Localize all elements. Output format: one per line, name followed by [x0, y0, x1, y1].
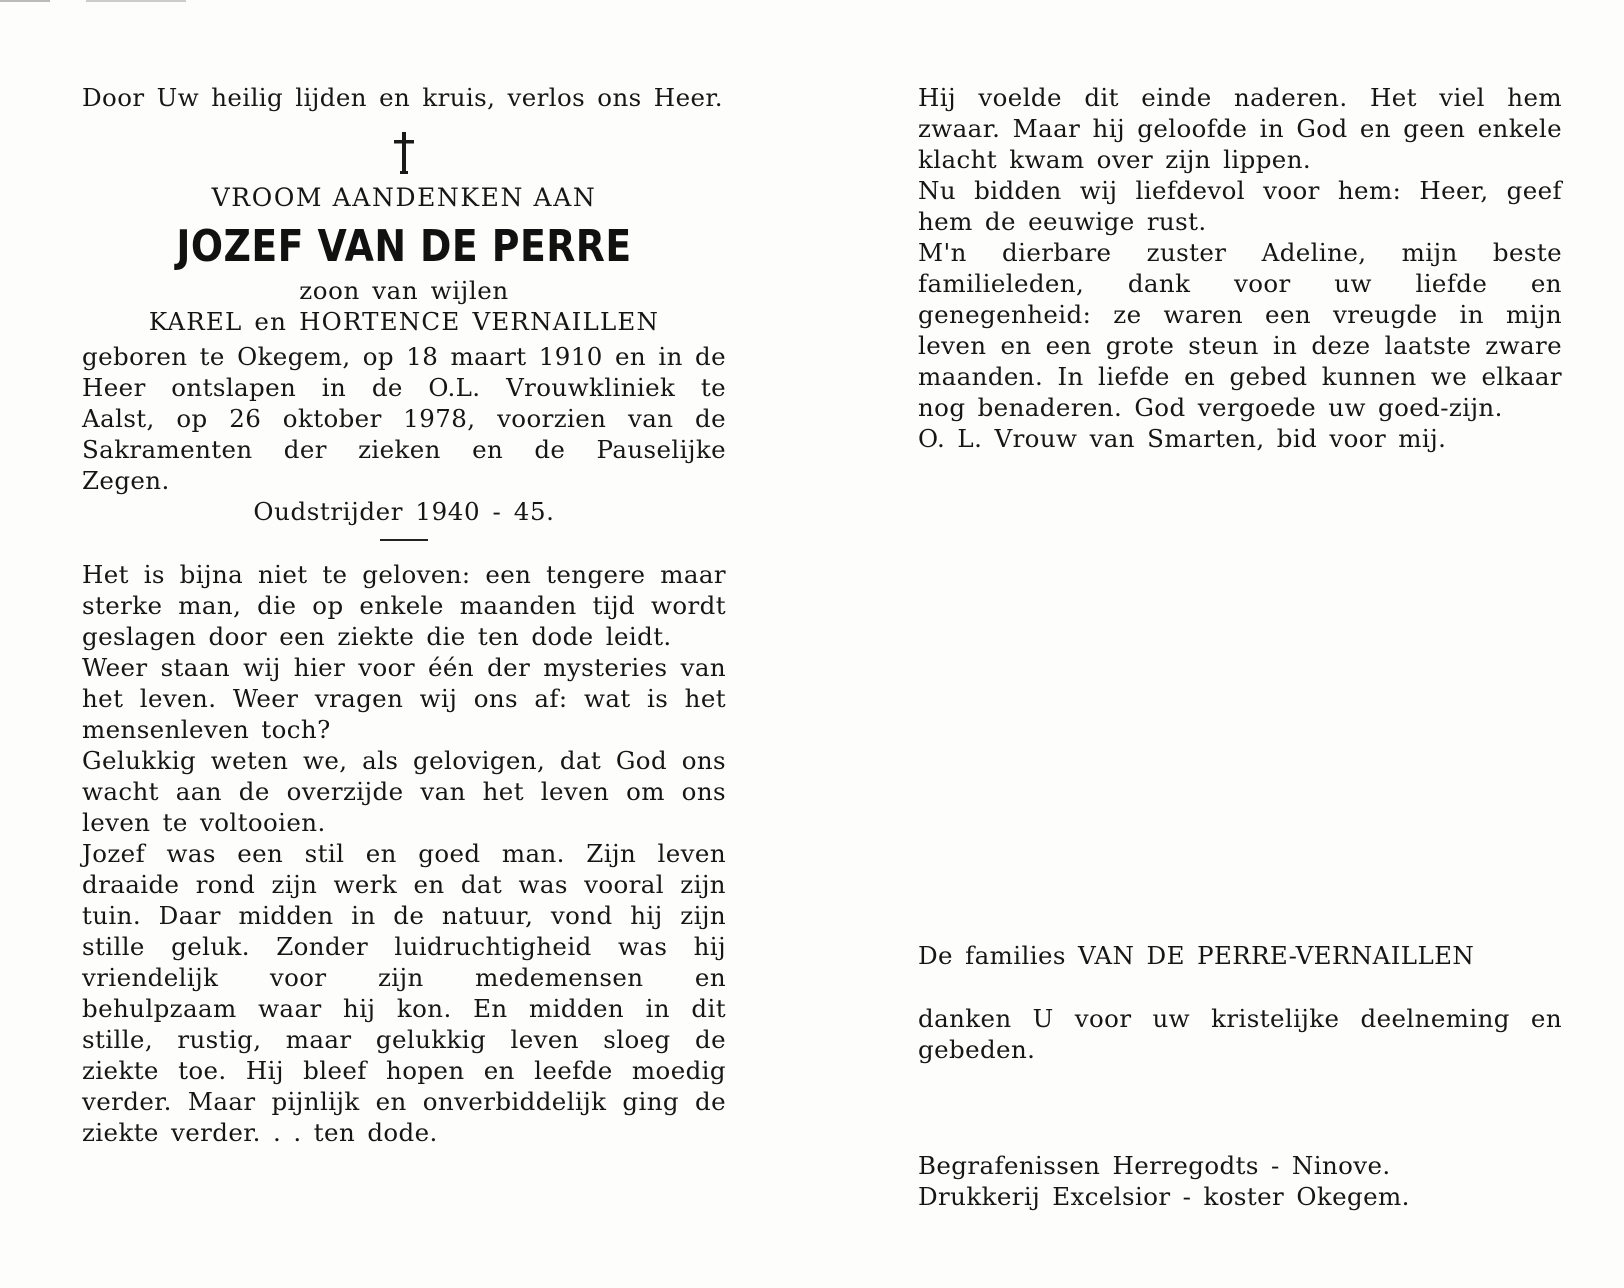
text-paragraph: M'n dierbare zuster Adeline, mijn beste familieleden, dank voor uw liefde en genegenheid: ze waren een vreugde in mijn leven en een grote steun in deze laatste zware maanden. In liefde en gebed kunnen we elkaar nog benaderen. God vergoede uw goed-zijn.: [918, 238, 1562, 422]
divider: [380, 539, 428, 541]
text-paragraph: O. L. Vrouw van Smarten, bid voor mij.: [918, 424, 1447, 453]
text-paragraph: Hij voelde dit einde naderen. Het viel hem zwaar. Maar hij geloofde in God en geen enkele klacht kwam over zijn lippen.: [918, 83, 1562, 174]
text-paragraph: Weer staan wij hier voor één der mysteries van het leven. Weer vragen wij ons af: wat is het mensenleven toch?: [82, 653, 726, 744]
latin-cross-icon: [392, 131, 416, 175]
son-of-text: zoon van wijlen: [299, 276, 509, 305]
thanks-text: danken U voor uw kristelijke deelneming en gebeden.: [918, 1004, 1562, 1064]
memorial-heading: VROOM AANDENKEN AAN: [211, 183, 597, 212]
birth-death-text: geboren te Okegem, op 18 maart 1910 en in de Heer ontslapen in de O.L. Vrouwkliniek te Aalst, op 26 oktober 1978, voorzien van de Sakramenten der zieken en de Pauselijke Zegen.: [82, 342, 726, 495]
text-paragraph: Jozef was een stil en goed man. Zijn leven draaide rond zijn werk en dat was vooral zijn tuin. Daar midden in de natuur, vond hij zijn stille geluk. Zonder luidruchtigheid was hij vriendelijk voor zijn medemensen en behulpzaam waar hij kon. En midden in dit stille, rustig, maar gelukkig leven sloeg de ziekte toe. Hij bleef hopen en leefde moedig verder. Maar pijnlijk en onverbiddelijk ging de ziekte verder. . . ten dode.: [82, 839, 726, 1147]
left-page: [82, 82, 726, 1148]
families-line: De families VAN DE PERRE-VERNAILLEN: [918, 941, 1475, 970]
deceased-name: JOZEF VAN DE PERRE: [176, 221, 632, 272]
right-page: [918, 82, 1562, 454]
text-paragraph: Nu bidden wij liefdevol voor hem: Heer, geef hem de eeuwige rust.: [918, 176, 1562, 236]
scan-mark: [0, 0, 50, 2]
printer-line: Drukkerij Excelsior - koster Okegem.: [918, 1182, 1410, 1211]
undertaker-line: Begrafenissen Herregodts - Ninove.: [918, 1151, 1391, 1180]
family-thanks: [918, 940, 1562, 1065]
text-paragraph: Gelukkig weten we, als gelovigen, dat God ons wacht aan de overzijde van het leven om ons leven te voltooien.: [82, 746, 726, 837]
parents-names: KAREL en HORTENCE VERNAILLEN: [148, 307, 660, 336]
veteran-text: Oudstrijder 1940 - 45.: [253, 497, 555, 526]
prayer-text: Door Uw heilig lijden en kruis, verlos ons Heer.: [82, 83, 723, 112]
credits: [918, 1150, 1562, 1212]
text-paragraph: Het is bijna niet te geloven: een tengere maar sterke man, die op enkele maanden tijd wordt geslagen door een ziekte die ten dode leidt.: [82, 560, 726, 651]
scan-mark: [86, 0, 186, 2]
